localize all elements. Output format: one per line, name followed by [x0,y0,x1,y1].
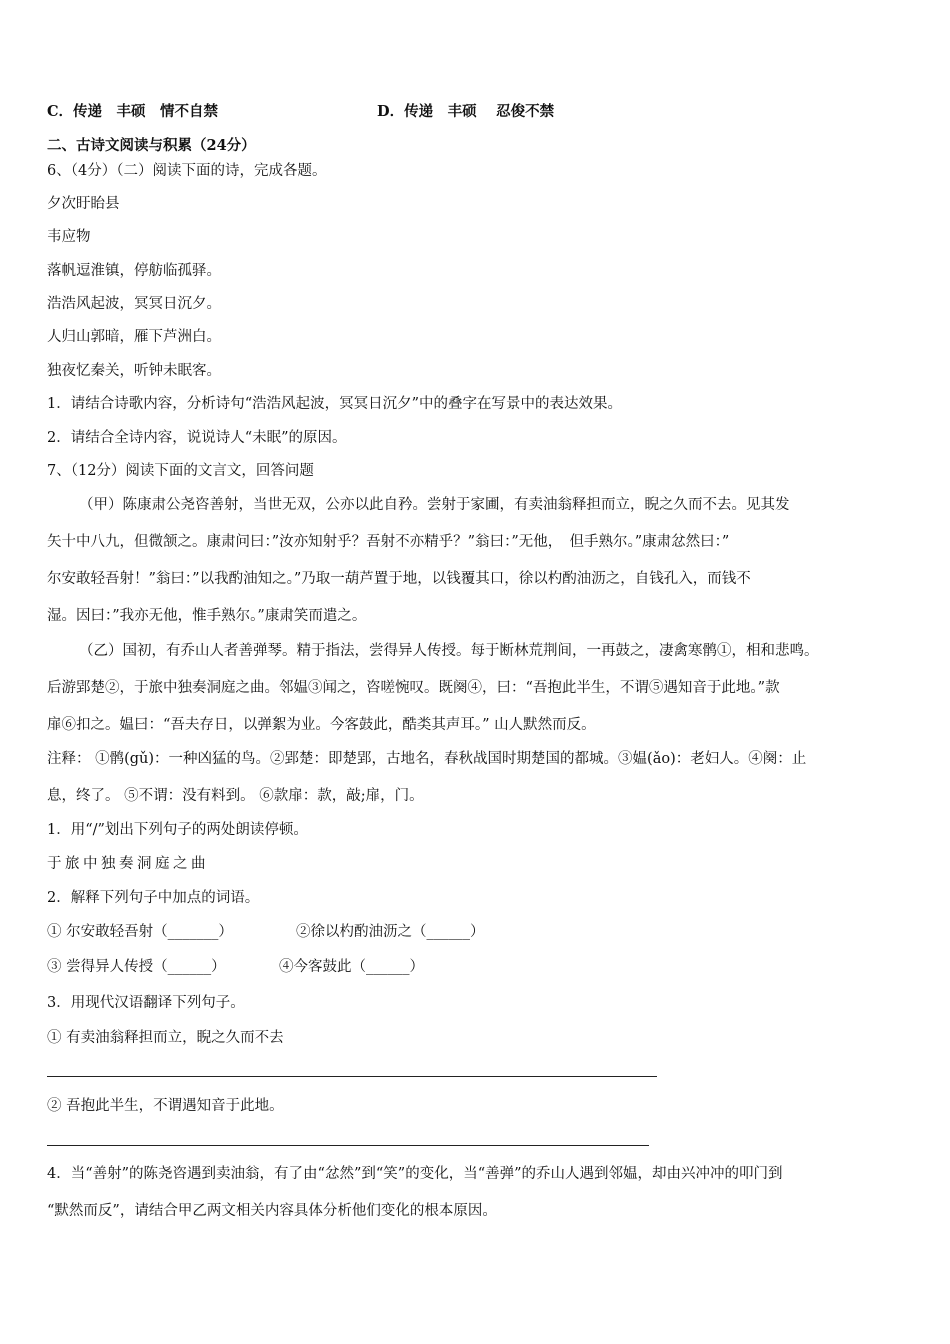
q7-question-4-line: 4．当“善射”的陈尧咨遇到卖油翁，有了由“忿然”到“笑”的变化，当“善弹”的乔山人遇到邻媪，却由兴冲冲的叩门到 [47,1166,783,1182]
q6-title: 6、（4分）（二）阅读下面的诗，完成各题。 [47,163,327,179]
q2-item: ③ 尝得异人传授（______） [47,959,226,975]
notes-line: 息，终了。 ⑤不谓：没有料到。 ⑥款扉：款，敲;扉，门。 [47,788,424,804]
q2-item: ②徐以杓酌油沥之（______） [296,924,485,940]
q7-question-3: 3．用现代汉语翻译下列句子。 [47,995,245,1011]
passage-yi-line: （乙）国初，有乔山人者善弹琴。精于指法，尝得异人传授。每于断林荒荆间，一再鼓之，凄禽寒鹘①，相和悲鸣。 [79,643,819,659]
poem-line: 浩浩风起波，冥冥日沉夕。 [47,296,221,312]
passage-jia-line: （甲）陈康肃公尧咨善射，当世无双，公亦以此自矜。尝射于家圃，有卖油翁释担而立，睨之久而不去。见其发 [79,497,790,513]
q7-title: 7、（12分）阅读下面的文言文，回答问题 [47,463,314,479]
option-c: C．传递 丰硕 情不自禁 [47,103,219,120]
q3-item: ② 吾抱此半生，不谓遇知音于此地。 [47,1098,284,1114]
passage-jia-line: 湿。因曰：”我亦无他，惟手熟尔。”康肃笑而遣之。 [47,608,367,624]
passage-yi-line: 扉⑥扣之。媪曰：“吾夫存日，以弹絮为业。今客鼓此，酷类其声耳。” 山人默然而反。 [47,717,596,733]
answer-line [47,1145,649,1146]
option-d: D．传递 丰硕 忍俊不禁 [377,103,555,120]
poem-line: 落帆逗淮镇，停舫临孤驿。 [47,263,221,279]
q7-q1-sentence: 于旅中独奏洞庭之曲 [47,856,209,872]
notes-line: 注释： ①鹘(gǔ)：一种凶猛的鸟。②郢楚：即楚郢，古地名，春秋战国时期楚国的都城。③媪(ǎo)：老妇人。④阕：止 [47,751,807,767]
section-heading: 二、古诗文阅读与积累（24分） [47,137,256,154]
passage-jia-line: 矢十中八九，但微颔之。康肃问曰：”汝亦知射乎？吾射不亦精乎？”翁曰：”无他， 但手熟尔。”康肃忿然曰：” [47,534,730,550]
q7-question-4-line: “默然而反”，请结合甲乙两文相关内容具体分析他们变化的根本原因。 [47,1203,497,1219]
q2-item: ④今客鼓此（______） [279,959,424,975]
poem-author: 韦应物 [47,229,91,245]
poem-title: 夕次盱眙县 [47,196,120,212]
q6-question-2: 2．请结合全诗内容，说说诗人“未眠”的原因。 [47,430,347,446]
poem-line: 人归山郭暗，雁下芦洲白。 [47,329,221,345]
passage-yi-line: 后游郢楚②，于旅中独奏洞庭之曲。邻媪③闻之，咨嗟惋叹。既阕④，曰：“吾抱此半生，不谓⑤遇知音于此地。”款 [47,680,780,696]
passage-jia-line: 尔安敢轻吾射！”翁曰：”以我酌油知之。”乃取一葫芦置于地，以钱覆其口，徐以杓酌油沥之，自钱孔入，而钱不 [47,571,751,587]
q7-question-2: 2．解释下列句子中加点的词语。 [47,890,260,906]
q6-question-1: 1．请结合诗歌内容，分析诗句“浩浩风起波，冥冥日沉夕”中的叠字在写景中的表达效果。 [47,396,623,412]
q3-item: ① 有卖油翁释担而立，睨之久而不去 [47,1030,284,1046]
poem-line: 独夜忆秦关，听钟未眠客。 [47,363,221,379]
answer-line [47,1076,657,1077]
q2-item: ① 尔安敢轻吾射（_______） [47,924,233,940]
q7-question-1: 1．用“/”划出下列句子的两处朗读停顿。 [47,822,308,838]
